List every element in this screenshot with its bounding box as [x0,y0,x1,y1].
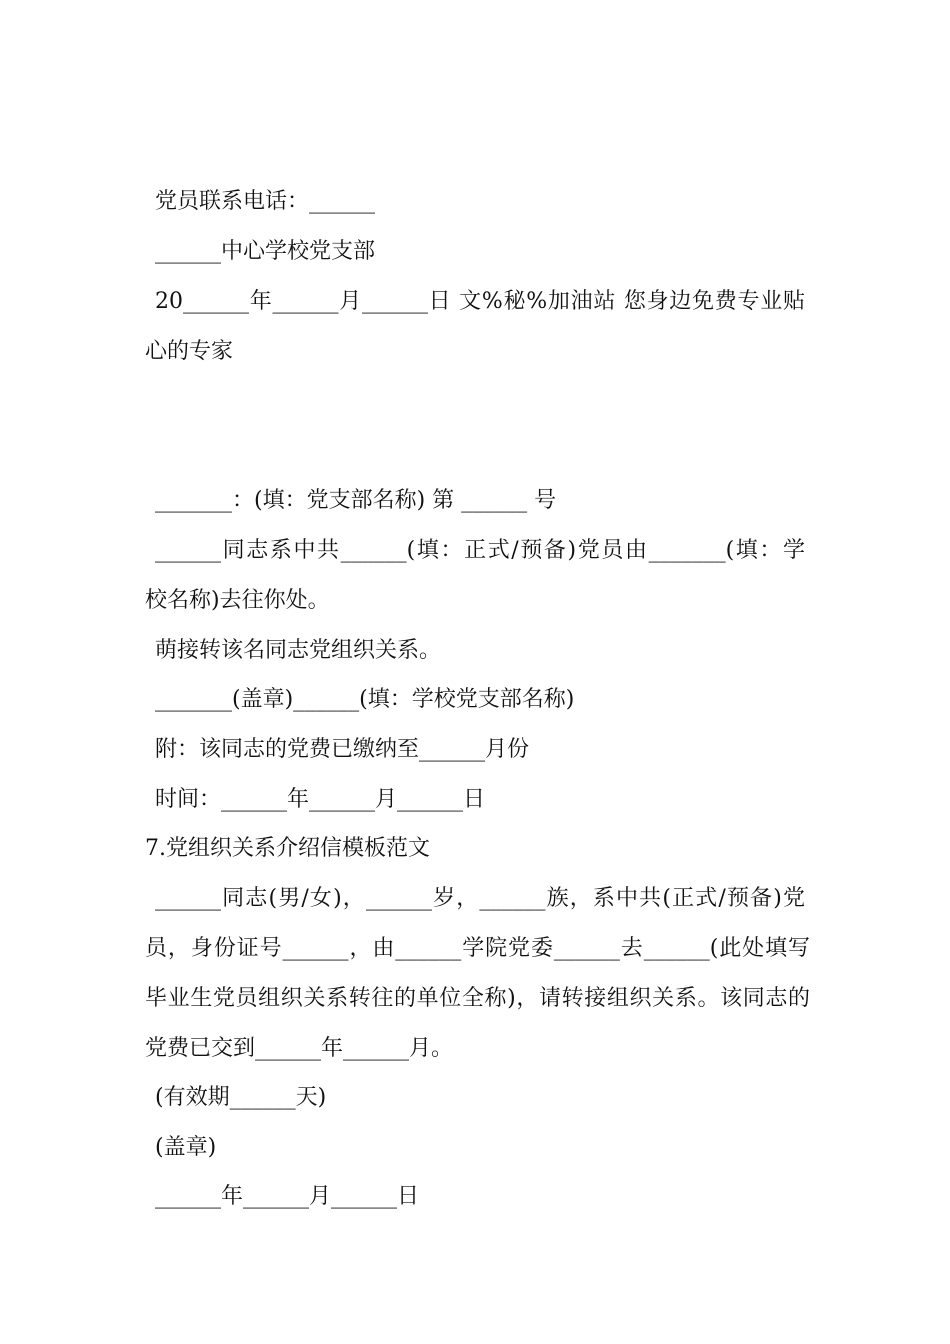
date-line-continuation: 心的专家 [145,339,234,364]
seal-label: (盖章) [155,1135,217,1160]
validity-line: (有效期______天) [155,1085,327,1110]
template-paragraph-line-1: ______同志(男/女)，______岁，______族，系中共(正式/预备)党 [155,886,805,911]
request-line: 萌接转该名同志党组织关系。 [155,638,442,663]
date-line: 20______年______月______日 文%秘%加油站 您身边免费专业贴 [155,289,805,314]
template-paragraph-line-3: 毕业生党员组织关系转往的单位全称)，请转接组织关系。该同志的 [145,986,810,1011]
transfer-statement-line: ______同志系中共______(填：正式/预备)党员由_______(填：学 [155,538,805,563]
seal-line: _______(盖章)______(填：学校党支部名称) [155,687,575,712]
template-paragraph-line-4: 党费已交到______年______月。 [145,1036,454,1061]
section-heading: 7.党组织关系介绍信模板范文 [145,836,430,861]
party-member-phone-line: 党员联系电话：______ [155,189,376,214]
letter-number-line: _______：(填：党支部名称) 第 ______ 号 [155,488,557,513]
party-branch-line: ______中心学校党支部 [155,239,376,264]
dues-note-line: 附：该同志的党费已缴纳至______月份 [155,737,530,762]
transfer-statement-continuation: 校名称)去往你处。 [145,588,330,613]
time-line: 时间：______年______月______日 [155,787,486,812]
final-date-line: ______年______月______日 [155,1184,420,1209]
template-paragraph-line-2: 员，身份证号______，由______学院党委______去______(此处填写 [145,936,810,961]
